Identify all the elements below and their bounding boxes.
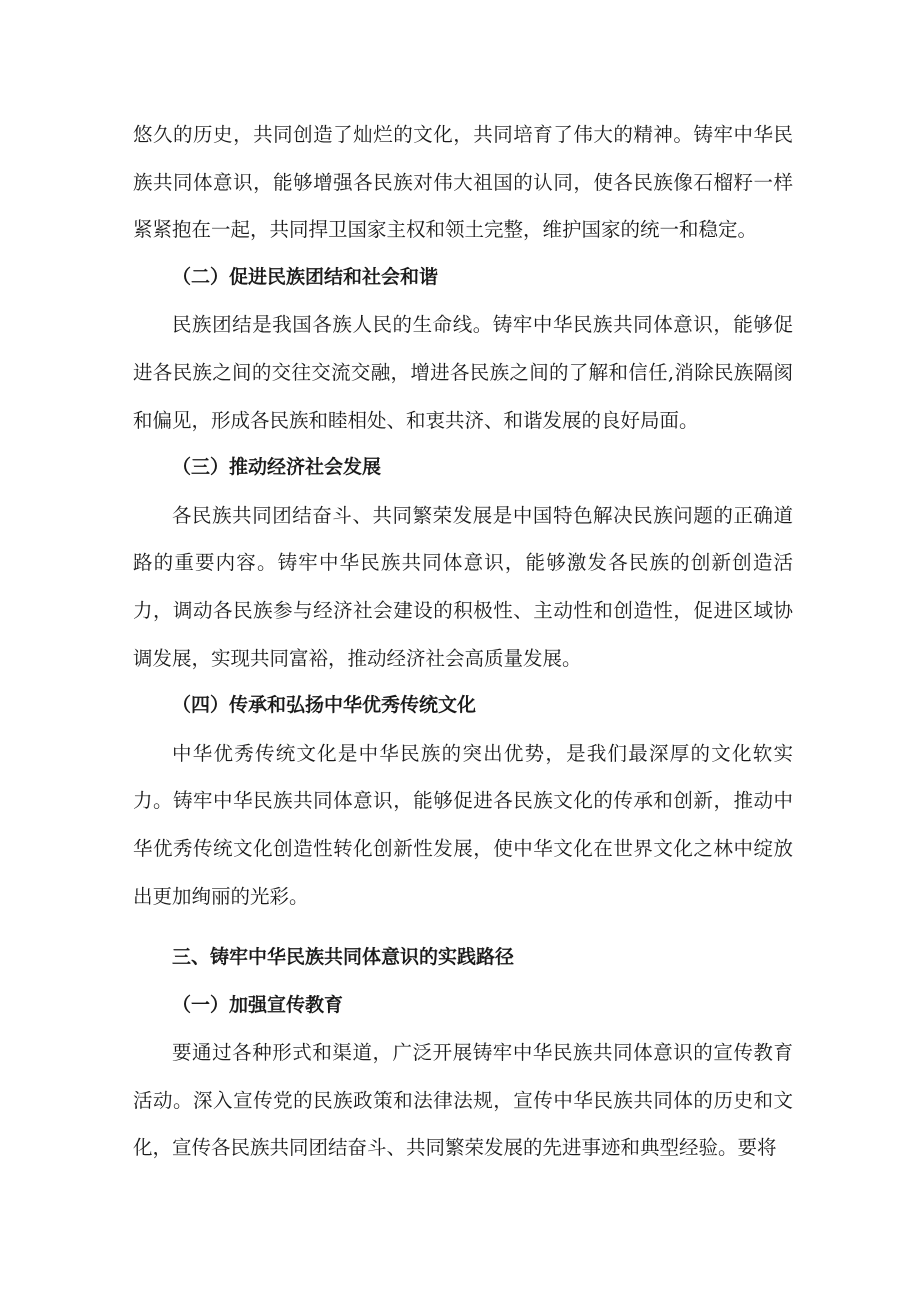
section-body-2: 民族团结是我国各族人民的生命线。铸牢中华民族共同体意识，能够促进各民族之间的交往交流交融，增进各民族之间的了解和信任,消除民族隔阂和偏见，形成各民族和睦相处、和衷共济、和谐发展的良好局面。 [133,313,793,432]
section-body-4: 中华优秀传统文化是中华民族的突出优势，是我们最深厚的文化软实力。铸牢中华民族共同体意识，能够促进各民族文化的传承和创新，推动中华优秀传统文化创造性转化创新性发展，使中华文化在世界文化之林中绽放出更加绚丽的光彩。 [133,741,793,908]
document-content [133,111,793,1172]
section-heading-3: （三）推动经济社会发展 [172,456,382,479]
part-title: 三、铸牢中华民族共同体意识的实践路径 [172,946,515,969]
spacer [133,920,793,934]
section-heading-4: （四）传承和弘扬中华优秀传统文化 [172,694,477,717]
section-body-3: 各民族共同团结奋斗、共同繁荣发展是中国特色解决民族问题的正确道路的重要内容。铸牢中华民族共同体意识，能够激发各民族的创新创造活力，调动各民族参与经济社会建设的积极性、主动性和创造性，促进区域协调发展，实现共同富裕，推动经济社会高质量发展。 [133,503,793,670]
subsection-heading-1: （一）加强宣传教育 [172,993,344,1016]
subsection-body-1: 要通过各种形式和渠道，广泛开展铸牢中华民族共同体意识的宣传教育活动。深入宣传党的民族政策和法律法规，宣传中华民族共同体的历史和文化，宣传各民族共同团结奋斗、共同繁荣发展的先进事迹和典型经验。要将 [133,1041,793,1160]
section-heading-2: （二）促进民族团结和社会和谐 [172,265,439,288]
intro-paragraph: 悠久的历史，共同创造了灿烂的文化，共同培育了伟大的精神。铸牢中华民族共同体意识，能够增强各民族对伟大祖国的认同，使各民族像石榴籽一样紧紧抱在一起，共同捍卫国家主权和领土完整，维护国家的统一和稳定。 [133,123,793,242]
